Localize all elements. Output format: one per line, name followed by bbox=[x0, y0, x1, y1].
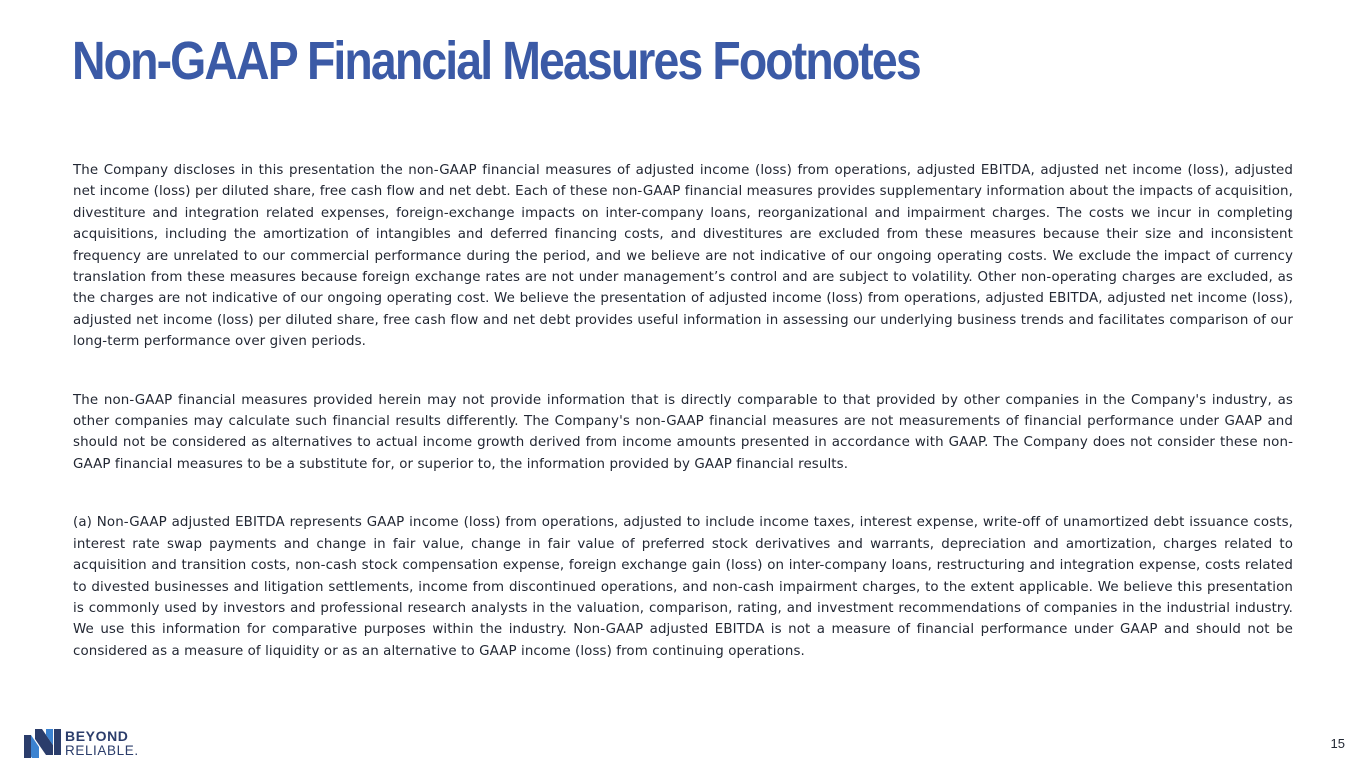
footnote-paragraph-2: The non-GAAP financial measures provided herein may not provide information that is directly comparable to that provided by other companies in the Company's industry, as other companies may calculate such financial results differently. The Company's non-GAAP financial measures are not measurements of financial performance under GAAP and should not be considered as alternatives to actual income growth derived from income amounts presented in accordance with GAAP. The Company does not consider these non-GAAP financial measures to be a substitute for, or superior to, the information provided by GAAP financial results. bbox=[73, 392, 1293, 472]
logo-text-beyond: BEYOND bbox=[65, 727, 129, 744]
logo-wordmark bbox=[65, 729, 139, 758]
page-number: 15 bbox=[1330, 736, 1345, 751]
logo-text-reliable: RELIABLE. bbox=[65, 742, 139, 758]
slide-title: Non-GAAP Financial Measures Footnotes bbox=[72, 31, 920, 91]
footnotes-body bbox=[73, 160, 1293, 662]
logo-mark-icon bbox=[24, 729, 61, 758]
footnote-paragraph-1: The Company discloses in this presentation the non-GAAP financial measures of adjusted income (loss) from operations, adjusted EBITDA, adjusted net income (loss), adjusted net income (loss) per diluted share, free cash flow and net debt. Each of these non-GAAP financial measures provides supplementary information about the impacts of acquisition, divestiture and integration related expenses, foreign-exchange impacts on inter-company loans, reorganizational and impairment charges. The costs we incur in completing acquisitions, including the amortization of intangibles and deferred financing costs, and divestitures are excluded from these measures because their size and inconsistent frequency are unrelated to our commercial performance during the period, and we believe are not indicative of our ongoing operating costs. We exclude the impact of currency translation from these measures because foreign exchange rates are not under management’s control and are subject to volatility. Other non-operating charges are excluded, as the charges are not indicative of our ongoing operating cost. We believe the presentation of adjusted income (loss) from operations, adjusted EBITDA, adjusted net income (loss), adjusted net income (loss) per diluted share, free cash flow and net debt provides useful information in assessing our underlying business trends and facilitates comparison of our long-term performance over given periods. bbox=[73, 163, 1293, 350]
company-logo bbox=[24, 728, 139, 758]
footnote-paragraph-3: (a) Non-GAAP adjusted EBITDA represents GAAP income (loss) from operations, adjusted to include income taxes, interest expense, write-off of unamortized debt issuance costs, interest rate swap payments and change in fair value, change in fair value of preferred stock derivatives and warrants, depreciation and amortization, charges related to acquisition and transition costs, non-cash stock compensation expense, foreign exchange gain (loss) on inter-company loans, restructuring and integration expense, costs related to divested businesses and litigation settlements, income from discontinued operations, and non-cash impairment charges, to the extent applicable. We believe this presentation is commonly used by investors and professional research analysts in the valuation, comparison, rating, and investment recommendations of companies in the industrial industry. We use this information for comparative purposes within the industry. Non-GAAP adjusted EBITDA is not a measure of financial performance under GAAP and should not be considered as a measure of liquidity or as an alternative to GAAP income (loss) from continuing operations. bbox=[73, 515, 1293, 659]
